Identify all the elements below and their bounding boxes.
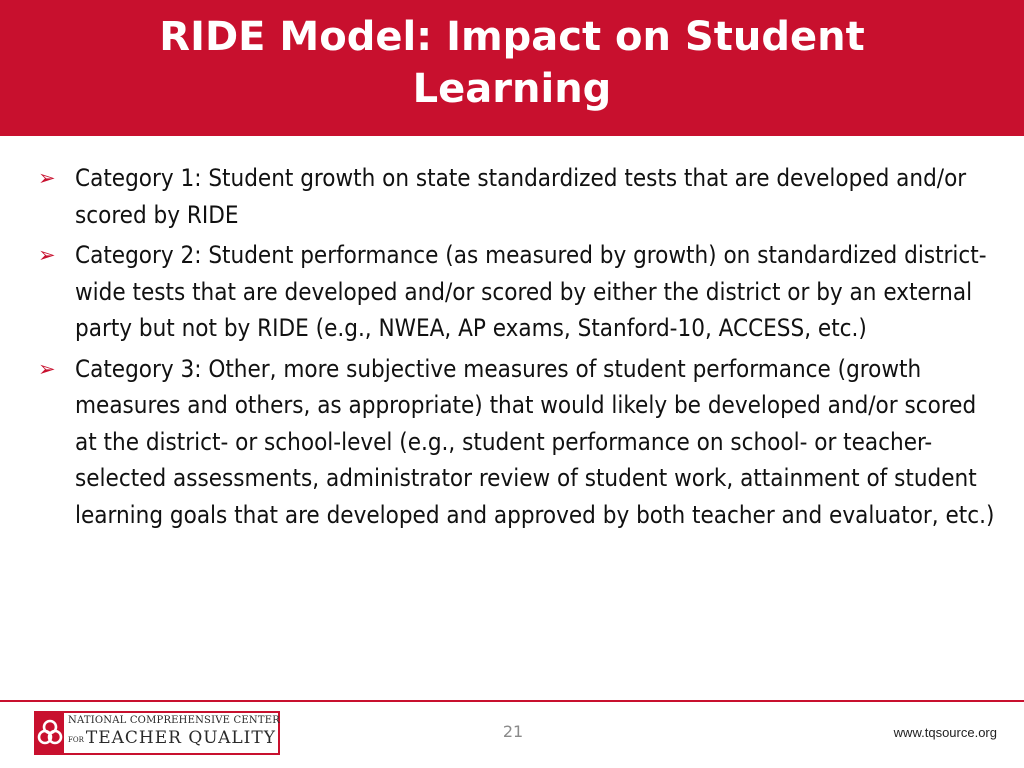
bullet-text: Category 3: Other, more subjective measures of student performance (growth measures and others, as appropriate) that would likely be developed and/or scored at the district- or school-level (e.g., student performance on school- or teacher-selected assessments, administrator review of student work, attainment of student learning goals that are developed and approved by both teacher and evaluator, etc.) <box>75 354 995 529</box>
arrowhead-bullet-icon: ➢ <box>38 356 56 381</box>
bullet-item <box>0 237 1024 347</box>
logo-line-1: NATIONAL COMPREHENSIVE CENTER <box>68 715 280 726</box>
bullet-text: Category 1: Student growth on state standardized tests that are developed and/or scored by RIDE <box>75 164 967 229</box>
logo-for: FOR <box>68 736 84 744</box>
ncctq-logo <box>34 711 280 755</box>
bullet-list <box>0 160 1024 537</box>
knot-logo-icon <box>36 713 64 753</box>
title-band <box>0 0 1024 136</box>
arrowhead-bullet-icon: ➢ <box>38 243 56 267</box>
bullet-text: Category 2: Student performance (as measured by growth) on standardized district-wide tests that are developed and/or scored by either the district or by an external party but not by RIDE (e.g., NWEA, AP exams, Stanford-10, ACCESS, etc.) <box>75 241 987 342</box>
arrowhead-bullet-icon: ➢ <box>38 166 56 190</box>
bullet-item <box>0 351 1024 534</box>
slide-number: 21 <box>502 722 524 741</box>
bullet-item <box>0 160 1024 233</box>
logo-line-2-row <box>68 728 280 748</box>
logo-wordmark <box>64 713 280 753</box>
logo-line-2: TEACHER QUALITY <box>85 728 276 748</box>
footer-url: www.tqsource.org <box>893 725 997 740</box>
slide-title: RIDE Model: Impact on Student Learning <box>159 14 865 112</box>
footer-divider <box>0 700 1024 702</box>
